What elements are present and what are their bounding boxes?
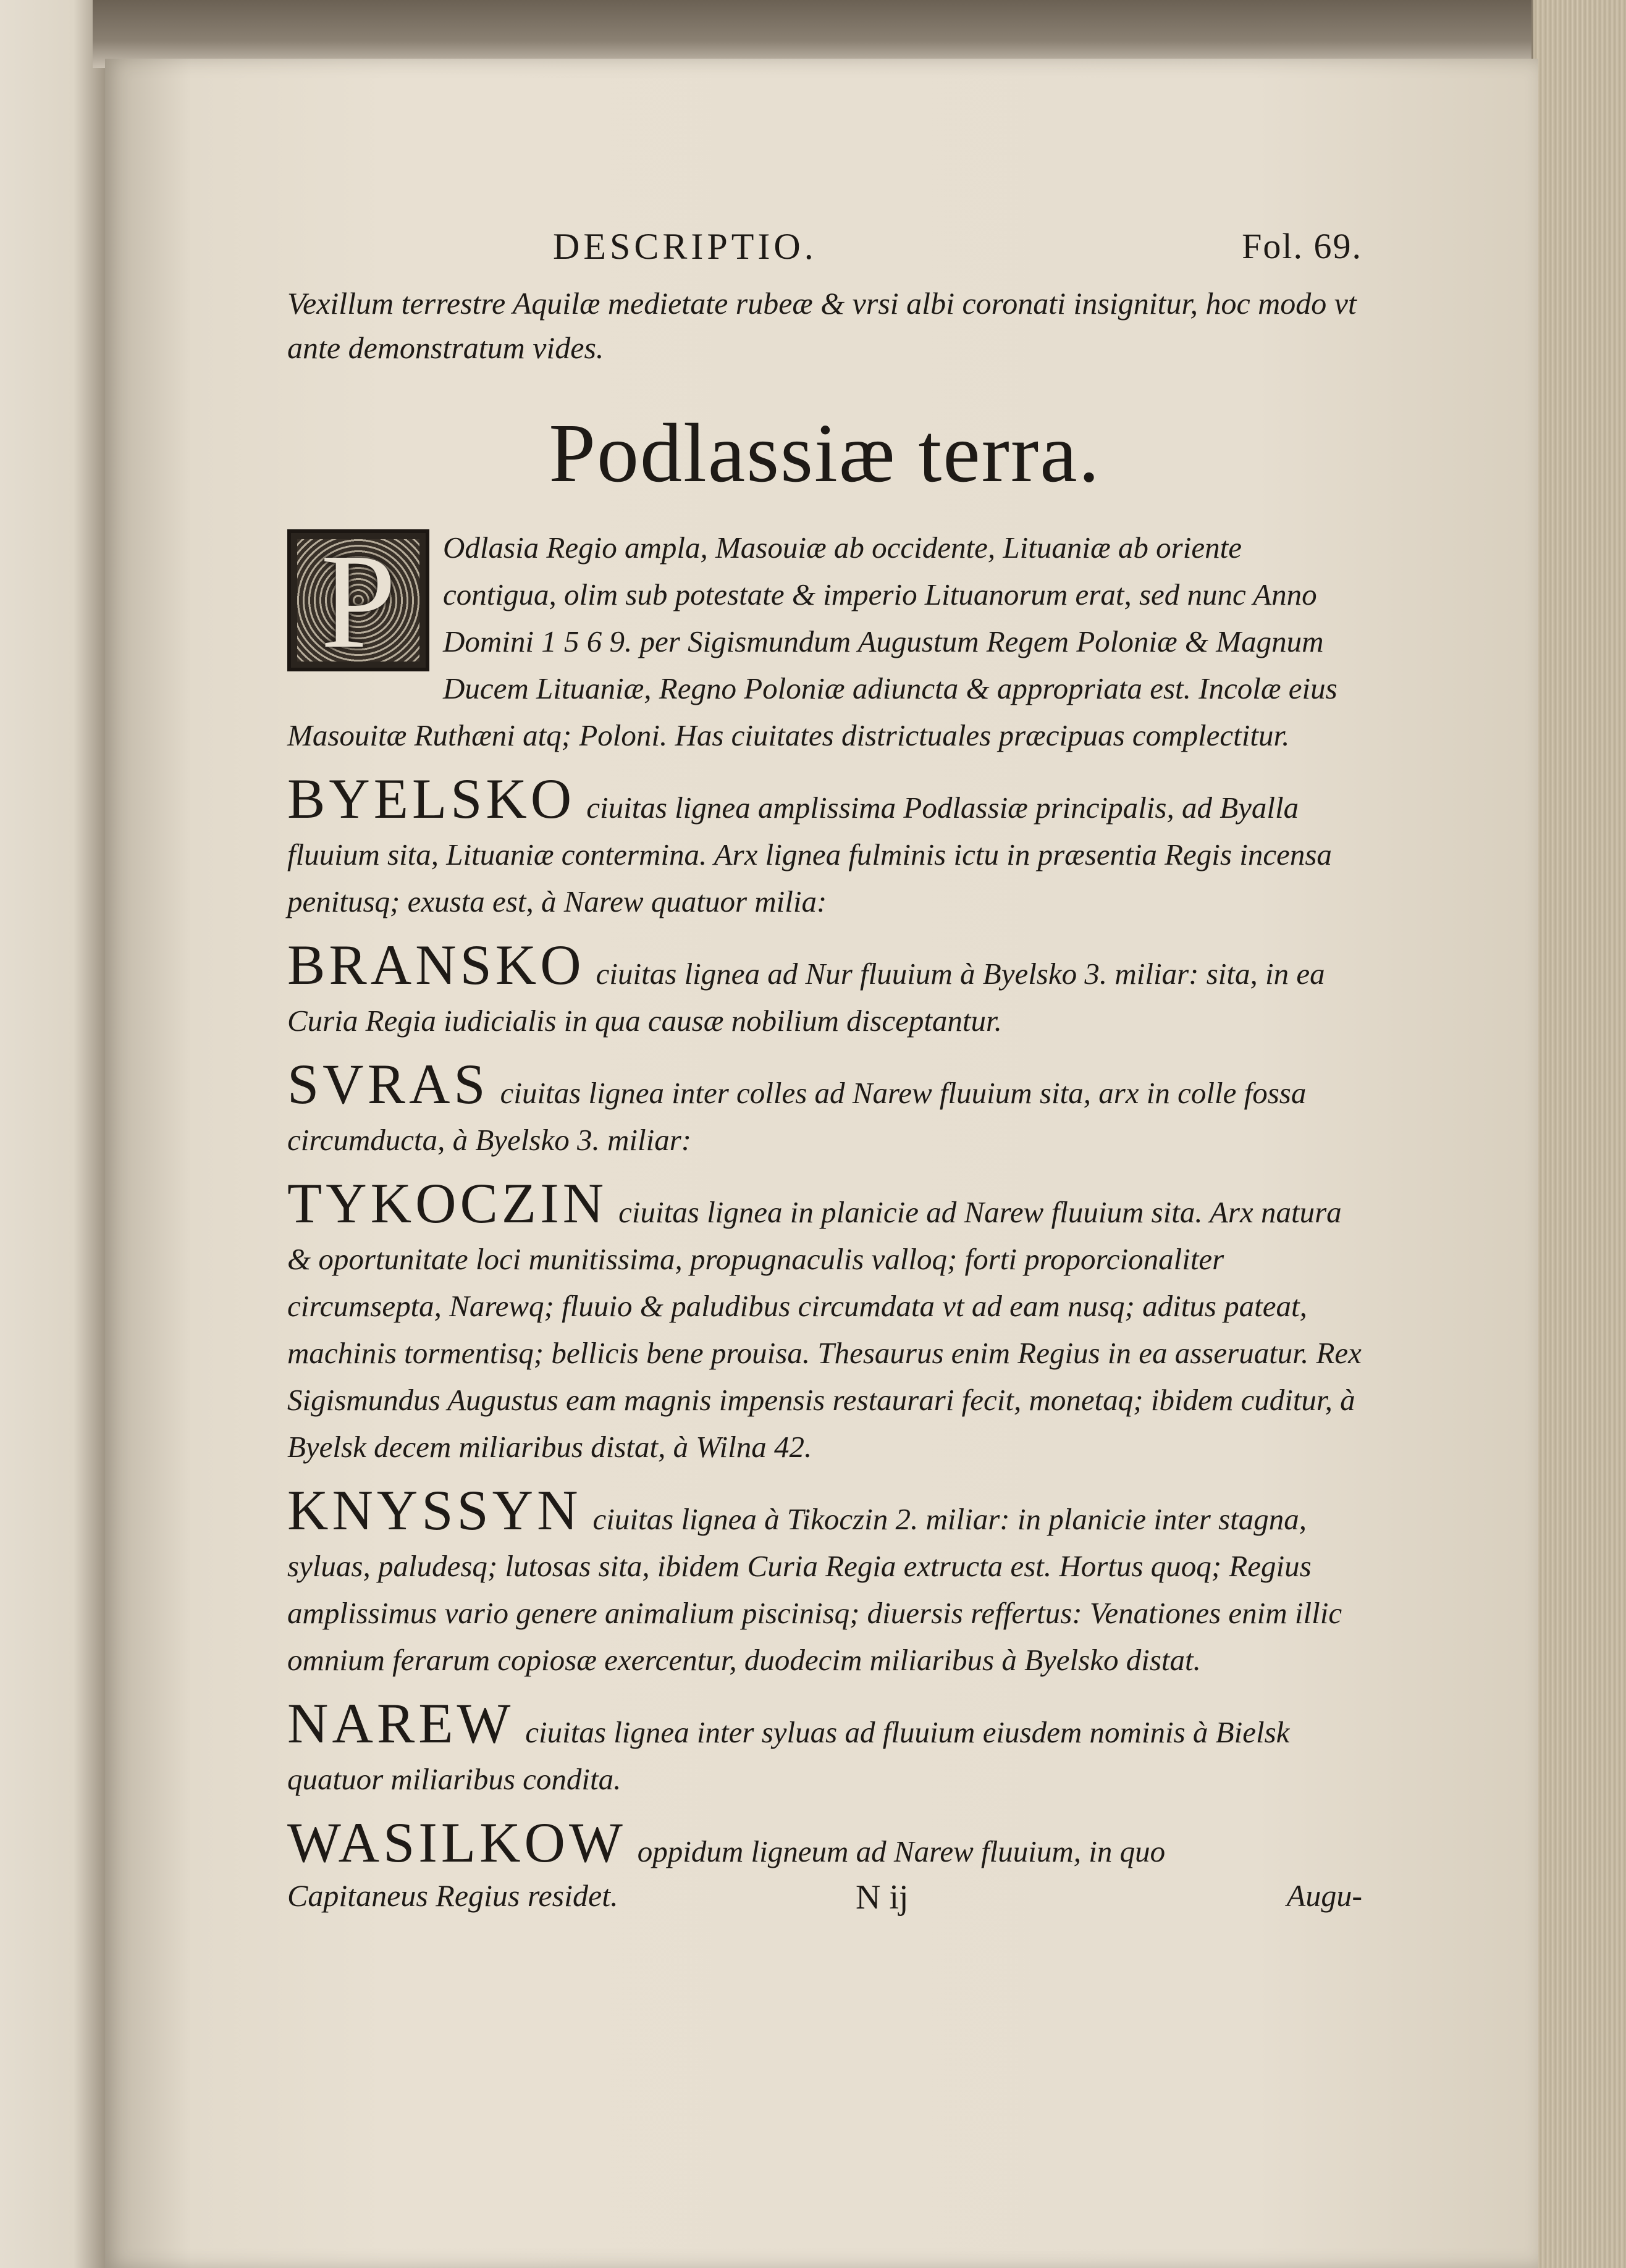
entry-svras [287, 1052, 1362, 1164]
book-page [105, 59, 1538, 2268]
entry-byelsko [287, 767, 1362, 925]
page-content [287, 225, 1362, 1921]
initial-letter: P [320, 529, 397, 671]
entry-text: oppidum ligneum ad Narew fluuium, in quo [637, 1834, 1166, 1868]
entry-name: BYELSKO [287, 767, 576, 830]
page-foot-line [287, 1878, 1362, 1921]
last-line: Capitaneus Regius residet. [287, 1878, 618, 1913]
catchword: Augu- [1286, 1878, 1362, 1913]
signature-mark: N ij [856, 1878, 909, 1917]
running-head [287, 225, 1362, 275]
entry-name: WASILKOW [287, 1811, 626, 1874]
entry-text: ciuitas lignea amplissima Podlassiæ principalis, ad Byalla fluuium sita, Lituaniæ contermina. Arx lignea fulminis ictu in præsentia Regis incensa penitusq; exusta est, à Narew quatuor milia: [287, 791, 1332, 918]
entry-name: SVRAS [287, 1052, 489, 1115]
entry-name: TYKOCZIN [287, 1172, 608, 1235]
entry-text: ciuitas lignea inter syluas ad fluuium eiusdem nominis à Bielsk quatuor miliaribus condita. [287, 1715, 1290, 1796]
running-title: DESCRIPTIO. [553, 226, 817, 267]
entry-name: BRANSKO [287, 933, 585, 996]
page-stack-edge [1531, 0, 1626, 2268]
entry-wasilkow [287, 1811, 1362, 1875]
left-page-edge [0, 0, 105, 2268]
opening-text: Odlasia Regio ampla, Masouiæ ab occidente, Lituaniæ ab oriente contigua, olim sub potestate & imperio Lituanorum erat, sed nunc Anno Domini 1 5 6 9. per Sigismundum Augustum Regem Poloniæ & Magnum Ducem Lituaniæ, Regno Poloniæ adiuncta & appropriata est. Incolæ eius Masouitæ Ruthæni atq; Poloni. Has ciuitates districtuales præcipuas complectitur. [287, 531, 1337, 752]
decorated-initial [287, 529, 429, 671]
entry-narew [287, 1692, 1362, 1803]
entry-text: ciuitas lignea ad Nur fluuium à Byelsko 3. miliar: sita, in ea Curia Regia iudicialis in qua causæ nobilium disceptantur. [287, 957, 1325, 1038]
entry-knyssyn [287, 1479, 1362, 1684]
entry-text: ciuitas lignea in planicie ad Narew fluuium sita. Arx natura & oportunitate loci munitissima, propugnaculis valloq; forti proporcionaliter circumsepta, Narewq; fluuio & paludibus circumdata vt ad eam nusq; aditus pateat, machinis tormentisq; bellicis bene prouisa. Thesaurus enim Regius in ea asseruatur. Rex Sigismundus Augustus eam magnis impensis restaurari fecit, monetaq; ibidem cuditur, à Byelsk decem miliaribus distat, à Wilna 42. [287, 1195, 1362, 1464]
entry-name: NAREW [287, 1692, 515, 1755]
entry-text: ciuitas lignea à Tikoczin 2. miliar: in planicie inter stagna, syluas, paludesq; lutosas sita, ibidem Curia Regia extructa est. Hortus quoq; Regius amplissimus vario genere animalium piscinisq; diuersis reffertus: Venationes enim illic omnium ferarum copiosæ exercentur, duodecim miliaribus à Byelsko distat. [287, 1502, 1342, 1677]
entry-bransko [287, 933, 1362, 1044]
opening-paragraph [287, 524, 1362, 759]
section-title: Podlassiæ terra. [549, 407, 1101, 500]
entry-name: KNYSSYN [287, 1479, 582, 1542]
folio-number: Fol. 69. [1242, 226, 1362, 266]
entry-tykoczin [287, 1172, 1362, 1471]
entry-text: ciuitas lignea inter colles ad Narew fluuium sita, arx in colle fossa circumducta, à Byelsko 3. miliar: [287, 1076, 1307, 1157]
intro-paragraph: Vexillum terrestre Aquilæ medietate rubeæ & vrsi albi coronati insignitur, hoc modo vt ante demonstratum vides. [287, 286, 1357, 365]
book-top-edge [93, 0, 1538, 68]
